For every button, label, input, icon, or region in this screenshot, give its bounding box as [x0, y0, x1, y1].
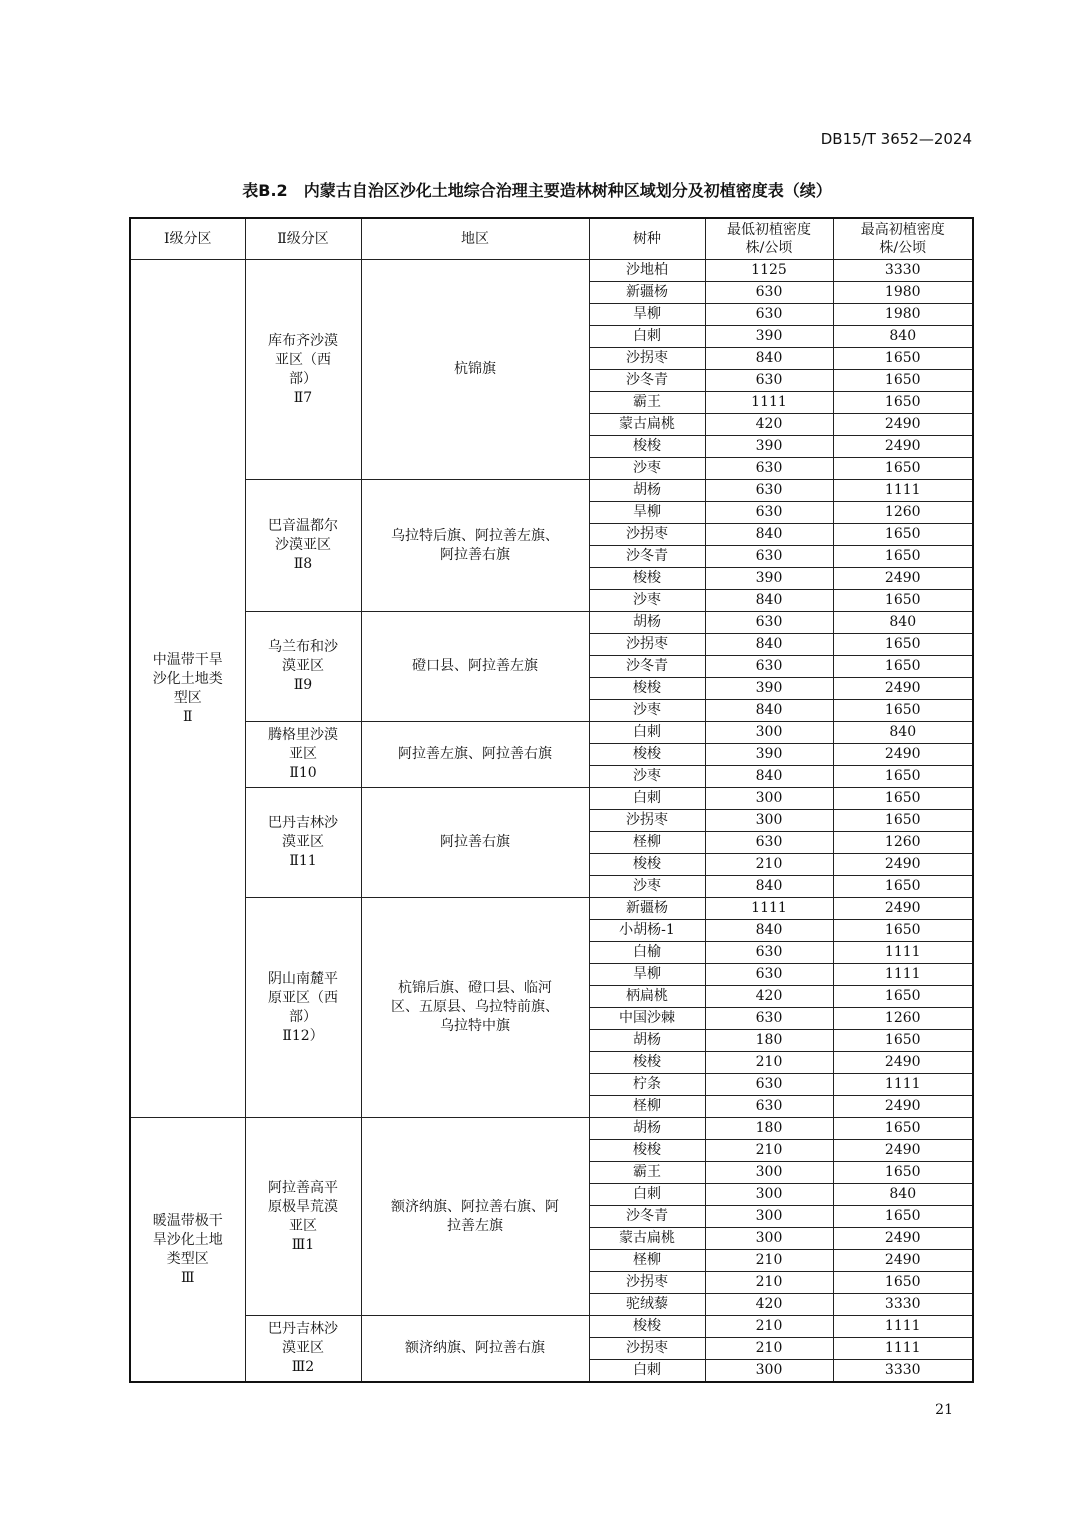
max-density-cell: 840: [833, 326, 973, 348]
min-density-cell: 840: [705, 524, 833, 546]
species-cell: 沙拐枣: [589, 810, 705, 832]
species-cell: 胡杨: [589, 1118, 705, 1140]
max-density-cell: 1650: [833, 766, 973, 788]
species-cell: 沙冬青: [589, 1206, 705, 1228]
table-row: [130, 898, 973, 920]
species-cell: 梭梭: [589, 854, 705, 876]
min-density-cell: 420: [705, 986, 833, 1008]
min-density-cell: 630: [705, 656, 833, 678]
min-density-cell: 630: [705, 458, 833, 480]
max-density-cell: 2490: [833, 898, 973, 920]
min-density-cell: 300: [705, 1228, 833, 1250]
max-density-cell: 2490: [833, 678, 973, 700]
max-density-cell: 2490: [833, 1228, 973, 1250]
max-density-cell: 1260: [833, 502, 973, 524]
level2-zone-cell: 巴丹吉林沙 漠亚区 Ⅱ11: [245, 788, 361, 898]
species-cell: 霸王: [589, 392, 705, 414]
max-density-cell: 2490: [833, 1250, 973, 1272]
level2-zone-cell: 阴山南麓平 原亚区（西 部） Ⅱ12）: [245, 898, 361, 1118]
document-code: DB15/T 3652—2024: [820, 130, 972, 148]
max-density-cell: 1650: [833, 1162, 973, 1184]
min-density-cell: 1125: [705, 260, 833, 282]
column-header: Ⅰ级分区: [130, 218, 245, 260]
table-title: 表B.2 内蒙古自治区沙化土地综合治理主要造林树种区域划分及初植密度表（续）: [242, 181, 832, 200]
species-cell: 沙拐枣: [589, 634, 705, 656]
max-density-cell: 1650: [833, 1118, 973, 1140]
species-cell: 沙地柏: [589, 260, 705, 282]
region-cell: 乌拉特后旗、阿拉善左旗、 阿拉善右旗: [361, 480, 589, 612]
min-density-cell: 390: [705, 326, 833, 348]
max-density-cell: 1111: [833, 480, 973, 502]
max-density-cell: 2490: [833, 1140, 973, 1162]
max-density-cell: 1650: [833, 810, 973, 832]
species-cell: 胡杨: [589, 480, 705, 502]
table-row: [130, 1118, 973, 1140]
min-density-cell: 420: [705, 414, 833, 436]
species-cell: 梭梭: [589, 436, 705, 458]
table-row: [130, 480, 973, 502]
region-cell: 杭锦旗: [361, 260, 589, 480]
max-density-cell: 2490: [833, 1052, 973, 1074]
max-density-cell: 3330: [833, 260, 973, 282]
min-density-cell: 210: [705, 854, 833, 876]
max-density-cell: 1650: [833, 1030, 973, 1052]
species-cell: 蒙古扁桃: [589, 414, 705, 436]
max-density-cell: 2490: [833, 744, 973, 766]
max-density-cell: 1650: [833, 524, 973, 546]
min-density-cell: 630: [705, 370, 833, 392]
min-density-cell: 840: [705, 920, 833, 942]
species-cell: 柄扁桃: [589, 986, 705, 1008]
table-row: [130, 722, 973, 744]
table-row: [130, 1316, 973, 1338]
species-cell: 沙枣: [589, 876, 705, 898]
column-header: 最低初植密度 株/公顷: [705, 218, 833, 260]
min-density-cell: 300: [705, 1360, 833, 1383]
region-cell: 阿拉善右旗: [361, 788, 589, 898]
species-cell: 旱柳: [589, 964, 705, 986]
min-density-cell: 300: [705, 722, 833, 744]
species-cell: 旱柳: [589, 304, 705, 326]
max-density-cell: 2490: [833, 1096, 973, 1118]
level2-zone-cell: 乌兰布和沙 漠亚区 Ⅱ9: [245, 612, 361, 722]
max-density-cell: 1650: [833, 458, 973, 480]
level1-zone-cell: 中温带干旱 沙化土地类 型区 Ⅱ: [130, 260, 245, 1118]
min-density-cell: 1111: [705, 392, 833, 414]
species-cell: 梭梭: [589, 678, 705, 700]
species-cell: 柽柳: [589, 1096, 705, 1118]
species-cell: 沙冬青: [589, 656, 705, 678]
species-cell: 梭梭: [589, 1140, 705, 1162]
max-density-cell: 1260: [833, 832, 973, 854]
species-cell: 沙冬青: [589, 546, 705, 568]
min-density-cell: 630: [705, 942, 833, 964]
max-density-cell: 1980: [833, 304, 973, 326]
max-density-cell: 1650: [833, 656, 973, 678]
species-cell: 柽柳: [589, 832, 705, 854]
region-cell: 额济纳旗、阿拉善右旗、阿 拉善左旗: [361, 1118, 589, 1316]
max-density-cell: 1111: [833, 964, 973, 986]
min-density-cell: 840: [705, 348, 833, 370]
species-cell: 柠条: [589, 1074, 705, 1096]
max-density-cell: 1650: [833, 634, 973, 656]
max-density-cell: 1650: [833, 788, 973, 810]
min-density-cell: 630: [705, 282, 833, 304]
tree-species-density-table: [129, 217, 974, 1383]
max-density-cell: 1650: [833, 986, 973, 1008]
min-density-cell: 630: [705, 832, 833, 854]
max-density-cell: 3330: [833, 1360, 973, 1383]
max-density-cell: 1650: [833, 370, 973, 392]
species-cell: 白刺: [589, 722, 705, 744]
min-density-cell: 630: [705, 964, 833, 986]
column-header: 树种: [589, 218, 705, 260]
min-density-cell: 630: [705, 502, 833, 524]
species-cell: 驼绒藜: [589, 1294, 705, 1316]
max-density-cell: 840: [833, 722, 973, 744]
species-cell: 梭梭: [589, 1316, 705, 1338]
column-header: 最高初植密度 株/公顷: [833, 218, 973, 260]
min-density-cell: 630: [705, 1008, 833, 1030]
region-cell: 额济纳旗、阿拉善右旗: [361, 1316, 589, 1383]
species-cell: 沙拐枣: [589, 1272, 705, 1294]
species-cell: 梭梭: [589, 568, 705, 590]
species-cell: 胡杨: [589, 1030, 705, 1052]
max-density-cell: 1650: [833, 348, 973, 370]
species-cell: 旱柳: [589, 502, 705, 524]
column-header: 地区: [361, 218, 589, 260]
column-header: Ⅱ级分区: [245, 218, 361, 260]
level2-zone-cell: 巴丹吉林沙 漠亚区 Ⅲ2: [245, 1316, 361, 1383]
min-density-cell: 840: [705, 590, 833, 612]
max-density-cell: 1111: [833, 1338, 973, 1360]
level2-zone-cell: 腾格里沙漠 亚区 Ⅱ10: [245, 722, 361, 788]
max-density-cell: 2490: [833, 568, 973, 590]
min-density-cell: 300: [705, 1206, 833, 1228]
species-cell: 梭梭: [589, 1052, 705, 1074]
min-density-cell: 840: [705, 766, 833, 788]
species-cell: 白刺: [589, 326, 705, 348]
max-density-cell: 1650: [833, 392, 973, 414]
max-density-cell: 1650: [833, 876, 973, 898]
max-density-cell: 1650: [833, 1206, 973, 1228]
table-row: [130, 788, 973, 810]
table-body: [130, 260, 973, 1383]
level2-zone-cell: 库布齐沙漠 亚区（西 部） Ⅱ7: [245, 260, 361, 480]
level1-zone-cell: 暖温带极干 旱沙化土地 类型区 Ⅲ: [130, 1118, 245, 1383]
species-cell: 柽柳: [589, 1250, 705, 1272]
min-density-cell: 390: [705, 568, 833, 590]
species-cell: 沙拐枣: [589, 1338, 705, 1360]
species-cell: 沙拐枣: [589, 524, 705, 546]
max-density-cell: 1650: [833, 700, 973, 722]
max-density-cell: 1650: [833, 546, 973, 568]
species-cell: 胡杨: [589, 612, 705, 634]
species-cell: 小胡杨-1: [589, 920, 705, 942]
min-density-cell: 630: [705, 304, 833, 326]
species-cell: 梭梭: [589, 744, 705, 766]
max-density-cell: 1111: [833, 1316, 973, 1338]
min-density-cell: 630: [705, 612, 833, 634]
min-density-cell: 840: [705, 700, 833, 722]
max-density-cell: 2490: [833, 854, 973, 876]
min-density-cell: 300: [705, 810, 833, 832]
species-cell: 蒙古扁桃: [589, 1228, 705, 1250]
max-density-cell: 1111: [833, 942, 973, 964]
min-density-cell: 210: [705, 1140, 833, 1162]
max-density-cell: 840: [833, 612, 973, 634]
min-density-cell: 210: [705, 1272, 833, 1294]
min-density-cell: 210: [705, 1338, 833, 1360]
species-cell: 沙枣: [589, 590, 705, 612]
species-cell: 中国沙棘: [589, 1008, 705, 1030]
region-cell: 磴口县、阿拉善左旗: [361, 612, 589, 722]
max-density-cell: 1650: [833, 1272, 973, 1294]
max-density-cell: 1650: [833, 920, 973, 942]
min-density-cell: 1111: [705, 898, 833, 920]
region-cell: 杭锦后旗、磴口县、临河 区、五原县、乌拉特前旗、 乌拉特中旗: [361, 898, 589, 1118]
min-density-cell: 210: [705, 1316, 833, 1338]
max-density-cell: 1650: [833, 590, 973, 612]
min-density-cell: 390: [705, 678, 833, 700]
min-density-cell: 390: [705, 744, 833, 766]
max-density-cell: 840: [833, 1184, 973, 1206]
max-density-cell: 2490: [833, 414, 973, 436]
max-density-cell: 1111: [833, 1074, 973, 1096]
min-density-cell: 630: [705, 546, 833, 568]
min-density-cell: 630: [705, 1074, 833, 1096]
page-number: 21: [935, 1402, 953, 1418]
table-row: [130, 612, 973, 634]
species-cell: 沙拐枣: [589, 348, 705, 370]
species-cell: 白刺: [589, 1360, 705, 1383]
min-density-cell: 300: [705, 1162, 833, 1184]
species-cell: 新疆杨: [589, 282, 705, 304]
min-density-cell: 840: [705, 876, 833, 898]
max-density-cell: 1980: [833, 282, 973, 304]
species-cell: 沙枣: [589, 700, 705, 722]
min-density-cell: 420: [705, 1294, 833, 1316]
min-density-cell: 630: [705, 1096, 833, 1118]
species-cell: 白刺: [589, 1184, 705, 1206]
species-cell: 沙冬青: [589, 370, 705, 392]
min-density-cell: 630: [705, 480, 833, 502]
min-density-cell: 300: [705, 1184, 833, 1206]
level2-zone-cell: 巴音温都尔 沙漠亚区 Ⅱ8: [245, 480, 361, 612]
species-cell: 霸王: [589, 1162, 705, 1184]
region-cell: 阿拉善左旗、阿拉善右旗: [361, 722, 589, 788]
min-density-cell: 210: [705, 1250, 833, 1272]
min-density-cell: 180: [705, 1030, 833, 1052]
min-density-cell: 390: [705, 436, 833, 458]
species-cell: 沙枣: [589, 766, 705, 788]
min-density-cell: 180: [705, 1118, 833, 1140]
species-cell: 白刺: [589, 788, 705, 810]
min-density-cell: 210: [705, 1052, 833, 1074]
table-header-row: [130, 218, 973, 260]
max-density-cell: 1260: [833, 1008, 973, 1030]
level2-zone-cell: 阿拉善高平 原极旱荒漠 亚区 Ⅲ1: [245, 1118, 361, 1316]
min-density-cell: 300: [705, 788, 833, 810]
species-cell: 白榆: [589, 942, 705, 964]
species-cell: 新疆杨: [589, 898, 705, 920]
species-cell: 沙枣: [589, 458, 705, 480]
table-row: [130, 260, 973, 282]
min-density-cell: 840: [705, 634, 833, 656]
max-density-cell: 3330: [833, 1294, 973, 1316]
max-density-cell: 2490: [833, 436, 973, 458]
